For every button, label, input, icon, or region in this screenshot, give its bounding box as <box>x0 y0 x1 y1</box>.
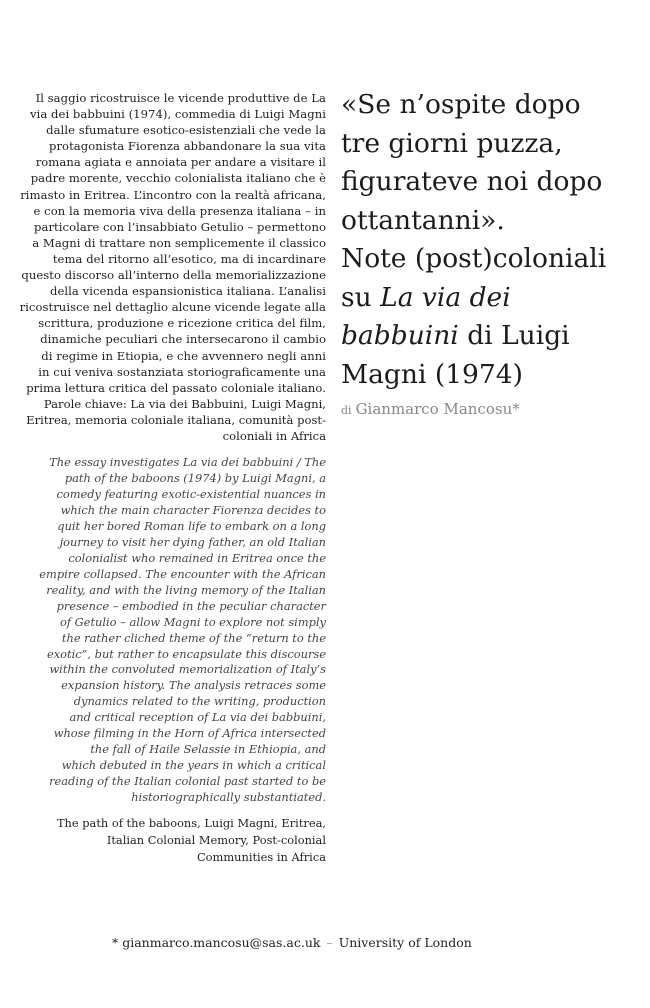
abstract-en-line: exotic”, but rather to encapsulate this discourse <box>46 646 326 661</box>
keywords-it-line: Eritrea, memoria coloniale italiana, comunità post- <box>26 412 326 427</box>
abstract-en-line: expansion history. The analysis retraces some <box>61 678 326 693</box>
abstract-it-line: e con la memoria viva della presenza italiana – in <box>33 203 326 218</box>
title-line-prefix: su <box>341 281 381 313</box>
abstract-en-line: of Getulio – allow Magni to explore not simply <box>59 614 326 629</box>
abstract-en-line: colonialist who remained in Eritrea once the <box>68 550 326 565</box>
title-line-suffix: di Luigi <box>458 320 570 351</box>
abstract-it-line: tema del ritorno all’esotico, ma di incardinare <box>52 251 326 266</box>
abstract-en-line: reality, and with the living memory of the Italian <box>46 582 326 597</box>
abstract-it-line: particolare con l’insabbiato Getulio – permettono <box>34 219 326 234</box>
title-line: figurateve noi dopo <box>341 166 603 197</box>
abstract-it-line: romana agiata e annoiata per andare a visitare il <box>35 155 326 170</box>
abstract-it-line: dalle sfumature esotico-esistenziali che vede la <box>46 123 326 138</box>
abstract-en-line: whose filming in the Horn of Africa intersected <box>53 726 326 741</box>
title-column <box>341 86 641 418</box>
keywords-it-line: coloniali in Africa <box>222 428 326 443</box>
byline <box>341 400 641 418</box>
keywords-english <box>10 815 326 866</box>
abstract-it-line: prima lettura critica del passato coloniale italiano. <box>26 380 326 395</box>
abstract-it-line: questo discorso all’interno della memorializzazione <box>21 268 326 283</box>
abstract-en-line: within the convoluted memorialization of Italy’s <box>49 662 326 677</box>
author-affiliation: University of London <box>338 935 472 950</box>
abstract-en-line: which debuted in the years in which a critical <box>61 758 326 773</box>
author-name: Gianmarco Mancosu* <box>355 400 520 418</box>
abstract-it-line: padre morente, vecchio colonialista italiano che è <box>30 171 326 186</box>
footer-separator: – <box>326 935 333 950</box>
abstract-en-line: quit her bored Roman life to embark on a long <box>57 518 326 533</box>
keywords-en-line: Communities in Africa <box>196 850 326 865</box>
abstract-en-line: the rather cliched theme of the “return to the <box>61 630 326 645</box>
title-line: tre giorni puzza, <box>341 127 563 159</box>
abstract-en-line: dynamics related to the writing, production <box>73 694 326 709</box>
title-line: Note (post)coloniali <box>341 243 607 274</box>
abstract-it-line: in cui veniva sostanziata storiograficamente una <box>38 364 326 379</box>
abstract-en-line: empire collapsed. The encounter with the African <box>39 566 326 581</box>
title-film-name: La via dei <box>380 281 511 313</box>
author-email: * gianmarco.mancosu@sas.ac.uk <box>112 935 321 950</box>
keywords-italian <box>10 396 326 444</box>
abstract-en-line: comedy featuring exotic-existential nuances in <box>56 486 326 501</box>
abstract-it-line: via dei babbuini (1974), commedia di Luigi Magni <box>30 107 326 122</box>
abstract-en-line: and critical reception of La via dei babbuini, <box>69 710 326 725</box>
abstract-italian <box>10 90 326 396</box>
abstract-column <box>10 90 326 866</box>
abstract-en-line: the fall of Haile Selassie in Ethiopia, and <box>90 742 326 757</box>
abstract-it-line: della vicenda espansionistica italiana. L’analisi <box>50 284 326 299</box>
abstract-it-line: rimasto in Eritrea. L’incontro con la realtà africana, <box>20 187 326 202</box>
article-title <box>341 86 641 394</box>
title-film-name-cont: babbuini <box>341 320 459 351</box>
byline-prefix: di <box>341 404 352 417</box>
title-line: «Se n’ospite dopo <box>341 89 581 120</box>
abstract-it-line: di regime in Etiopia, e che avvennero negli anni <box>41 348 326 363</box>
title-line: ottantanni». <box>341 204 505 236</box>
abstract-it-line: protagonista Fiorenza abbandonare la sua vita <box>48 139 326 154</box>
abstract-english <box>10 455 326 806</box>
abstract-en-line: reading of the Italian colonial past started to be <box>49 774 326 789</box>
keywords-en-line: Italian Colonial Memory, Post-colonial <box>106 833 326 848</box>
abstract-en-line: path of the baboons (1974) by Luigi Magni, a <box>64 471 326 486</box>
abstract-en-line: historiographically substantiated. <box>131 790 326 805</box>
abstract-en-line: The essay investigates La via dei babbuini / The <box>49 455 326 470</box>
footer-note <box>112 935 472 950</box>
title-last-line: Magni (1974) <box>341 358 523 390</box>
keywords-en-line: The path of the baboons, Luigi Magni, Eritrea, <box>56 816 326 831</box>
abstract-it-line: dinamiche peculiari che intersecarono il cambio <box>40 332 326 347</box>
abstract-en-line: journey to visit her dying father, an old Italian <box>59 534 326 549</box>
abstract-en-line: which the main character Fiorenza decides to <box>60 502 326 517</box>
abstract-it-line: ricostruisce nel dettaglio alcune vicende legate alla <box>19 300 326 315</box>
abstract-en-line: presence – embodied in the peculiar character <box>56 598 326 613</box>
keywords-it-line: Parole chiave: La via dei Babbuini, Luigi Magni, <box>43 396 326 411</box>
abstract-it-line: a Magni di trattare non semplicemente il classico <box>32 235 326 250</box>
abstract-it-line: scrittura, produzione e ricezione critica del film, <box>38 316 326 331</box>
abstract-it-line: Il saggio ricostruisce le vicende produttive de La <box>35 91 326 105</box>
